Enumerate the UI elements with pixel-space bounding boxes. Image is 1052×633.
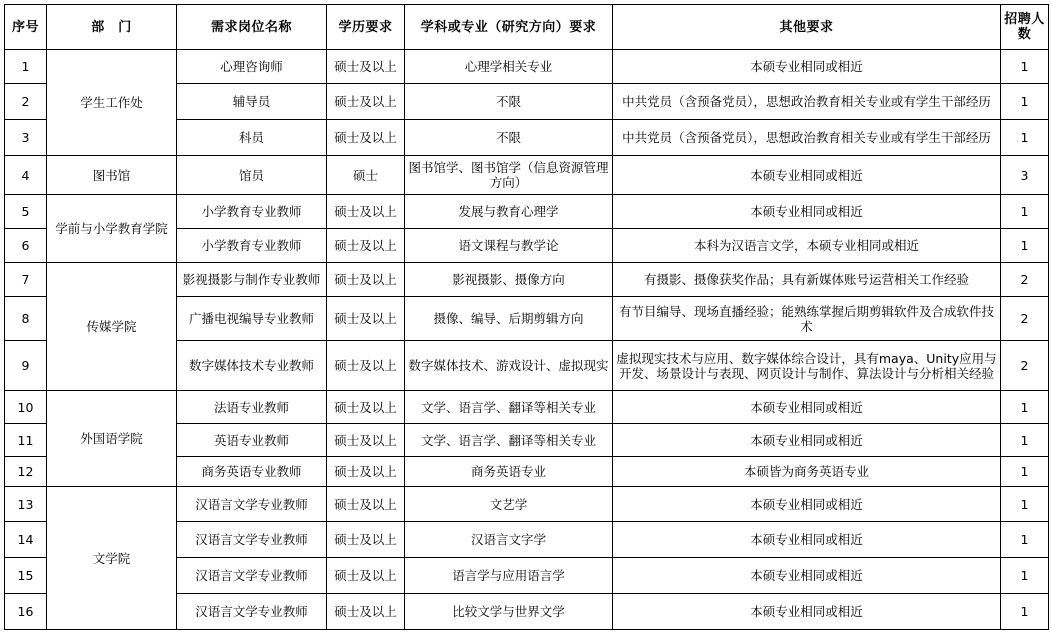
cell-major[interactable]: 文艺学 [405,487,613,522]
cell-position[interactable]: 科员 [177,120,327,156]
recruitment-table [4,4,1049,630]
cell-position[interactable]: 数字媒体技术专业教师 [177,341,327,391]
cell-no[interactable]: 11 [5,424,47,457]
cell-position[interactable]: 商务英语专业教师 [177,457,327,487]
cell-dept[interactable]: 文学院 [47,487,177,630]
table-row [5,156,1049,195]
cell-no[interactable]: 16 [5,594,47,630]
cell-education[interactable]: 硕士及以上 [327,457,405,487]
cell-education[interactable]: 硕士及以上 [327,424,405,457]
cell-other[interactable]: 中共党员（含预备党员），思想政治教育相关专业或有学生干部经历 [613,84,1001,120]
cell-dept[interactable]: 图书馆 [47,156,177,195]
cell-no[interactable]: 4 [5,156,47,195]
cell-position[interactable]: 辅导员 [177,84,327,120]
cell-other[interactable]: 本硕专业相同或相近 [613,558,1001,594]
cell-major[interactable]: 比较文学与世界文学 [405,594,613,630]
cell-other[interactable]: 本硕专业相同或相近 [613,594,1001,630]
cell-count[interactable]: 1 [1001,457,1049,487]
cell-major[interactable]: 发展与教育心理学 [405,195,613,229]
header-education[interactable]: 学历要求 [327,5,405,50]
cell-no[interactable]: 13 [5,487,47,522]
cell-other[interactable]: 本硕皆为商务英语专业 [613,457,1001,487]
header-row [5,5,1049,50]
cell-count[interactable]: 2 [1001,297,1049,341]
table-row [5,263,1049,297]
cell-count[interactable]: 1 [1001,50,1049,84]
cell-major[interactable]: 不限 [405,84,613,120]
cell-major[interactable]: 摄像、编导、后期剪辑方向 [405,297,613,341]
cell-major[interactable]: 文学、语言学、翻译等相关专业 [405,391,613,424]
cell-no[interactable]: 7 [5,263,47,297]
cell-other[interactable]: 本硕专业相同或相近 [613,522,1001,558]
cell-other[interactable]: 本科为汉语言文学，本硕专业相同或相近 [613,229,1001,263]
cell-position[interactable]: 心理咨询师 [177,50,327,84]
header-other[interactable]: 其他要求 [613,5,1001,50]
header-major[interactable]: 学科或专业（研究方向）要求 [405,5,613,50]
cell-no[interactable]: 1 [5,50,47,84]
cell-count[interactable]: 1 [1001,558,1049,594]
cell-position[interactable]: 广播电视编导专业教师 [177,297,327,341]
cell-education[interactable]: 硕士及以上 [327,522,405,558]
cell-no[interactable]: 8 [5,297,47,341]
cell-count[interactable]: 1 [1001,522,1049,558]
cell-major[interactable]: 不限 [405,120,613,156]
cell-major[interactable]: 语言学与应用语言学 [405,558,613,594]
cell-education[interactable]: 硕士及以上 [327,229,405,263]
cell-education[interactable]: 硕士及以上 [327,120,405,156]
cell-other[interactable]: 本硕专业相同或相近 [613,424,1001,457]
table-row [5,195,1049,229]
cell-dept[interactable]: 学前与小学教育学院 [47,195,177,263]
cell-count[interactable]: 1 [1001,229,1049,263]
cell-position[interactable]: 馆员 [177,156,327,195]
header-no[interactable]: 序号 [5,5,47,50]
cell-position[interactable]: 英语专业教师 [177,424,327,457]
cell-position[interactable]: 影视摄影与制作专业教师 [177,263,327,297]
cell-no[interactable]: 14 [5,522,47,558]
cell-count[interactable]: 1 [1001,120,1049,156]
cell-count[interactable]: 1 [1001,84,1049,120]
cell-position[interactable]: 小学教育专业教师 [177,229,327,263]
cell-education[interactable]: 硕士及以上 [327,594,405,630]
cell-count[interactable]: 1 [1001,391,1049,424]
cell-position[interactable]: 小学教育专业教师 [177,195,327,229]
cell-major[interactable]: 图书馆学、图书馆学（信息资源管理方向） [405,156,613,195]
cell-no[interactable]: 5 [5,195,47,229]
cell-other[interactable]: 本硕专业相同或相近 [613,487,1001,522]
cell-major[interactable]: 心理学相关专业 [405,50,613,84]
cell-no[interactable]: 3 [5,120,47,156]
cell-education[interactable]: 硕士及以上 [327,50,405,84]
cell-count[interactable]: 1 [1001,195,1049,229]
table-row [5,487,1049,522]
cell-other[interactable]: 有节目编导、现场直播经验；能熟练掌握后期剪辑软件及合成软件技术 [613,297,1001,341]
cell-no[interactable]: 10 [5,391,47,424]
table-row [5,391,1049,424]
cell-education[interactable]: 硕士及以上 [327,195,405,229]
cell-no[interactable]: 6 [5,229,47,263]
cell-position[interactable]: 法语专业教师 [177,391,327,424]
cell-no[interactable]: 2 [5,84,47,120]
cell-major[interactable]: 影视摄影、摄像方向 [405,263,613,297]
cell-major[interactable]: 汉语言文字学 [405,522,613,558]
cell-dept[interactable]: 外国语学院 [47,391,177,487]
cell-other[interactable]: 本硕专业相同或相近 [613,195,1001,229]
cell-other[interactable]: 有摄影、摄像获奖作品；具有新媒体账号运营相关工作经验 [613,263,1001,297]
cell-dept[interactable]: 传媒学院 [47,263,177,391]
cell-education[interactable]: 硕士及以上 [327,263,405,297]
cell-position[interactable]: 汉语言文学专业教师 [177,594,327,630]
cell-education[interactable]: 硕士及以上 [327,558,405,594]
cell-education[interactable]: 硕士 [327,156,405,195]
cell-count[interactable]: 2 [1001,341,1049,391]
cell-other[interactable]: 本硕专业相同或相近 [613,50,1001,84]
cell-education[interactable]: 硕士及以上 [327,487,405,522]
cell-major[interactable]: 文学、语言学、翻译等相关专业 [405,424,613,457]
cell-education[interactable]: 硕士及以上 [327,297,405,341]
cell-other[interactable]: 中共党员（含预备党员），思想政治教育相关专业或有学生干部经历 [613,120,1001,156]
cell-count[interactable]: 2 [1001,263,1049,297]
cell-count[interactable]: 3 [1001,156,1049,195]
cell-position[interactable]: 汉语言文学专业教师 [177,558,327,594]
cell-education[interactable]: 硕士及以上 [327,84,405,120]
table-row [5,50,1049,84]
cell-major[interactable]: 数字媒体技术、游戏设计、虚拟现实 [405,341,613,391]
cell-position[interactable]: 汉语言文学专业教师 [177,487,327,522]
cell-count[interactable]: 1 [1001,487,1049,522]
header-dept[interactable]: 部 门 [47,5,177,50]
cell-education[interactable]: 硕士及以上 [327,391,405,424]
cell-major[interactable]: 语文课程与教学论 [405,229,613,263]
header-position[interactable]: 需求岗位名称 [177,5,327,50]
cell-other[interactable]: 本硕专业相同或相近 [613,156,1001,195]
cell-dept[interactable]: 学生工作处 [47,50,177,156]
header-count[interactable]: 招聘人数 [1001,5,1049,50]
cell-other[interactable]: 本硕专业相同或相近 [613,391,1001,424]
cell-education[interactable]: 硕士及以上 [327,341,405,391]
cell-count[interactable]: 1 [1001,594,1049,630]
cell-position[interactable]: 汉语言文学专业教师 [177,522,327,558]
cell-count[interactable]: 1 [1001,424,1049,457]
cell-no[interactable]: 15 [5,558,47,594]
cell-major[interactable]: 商务英语专业 [405,457,613,487]
cell-no[interactable]: 9 [5,341,47,391]
cell-no[interactable]: 12 [5,457,47,487]
cell-other[interactable]: 虚拟现实技术与应用、数字媒体综合设计，具有maya、Unity应用与开发、场景设计与表现、网页设计与制作、算法设计与分析相关经验 [613,341,1001,391]
